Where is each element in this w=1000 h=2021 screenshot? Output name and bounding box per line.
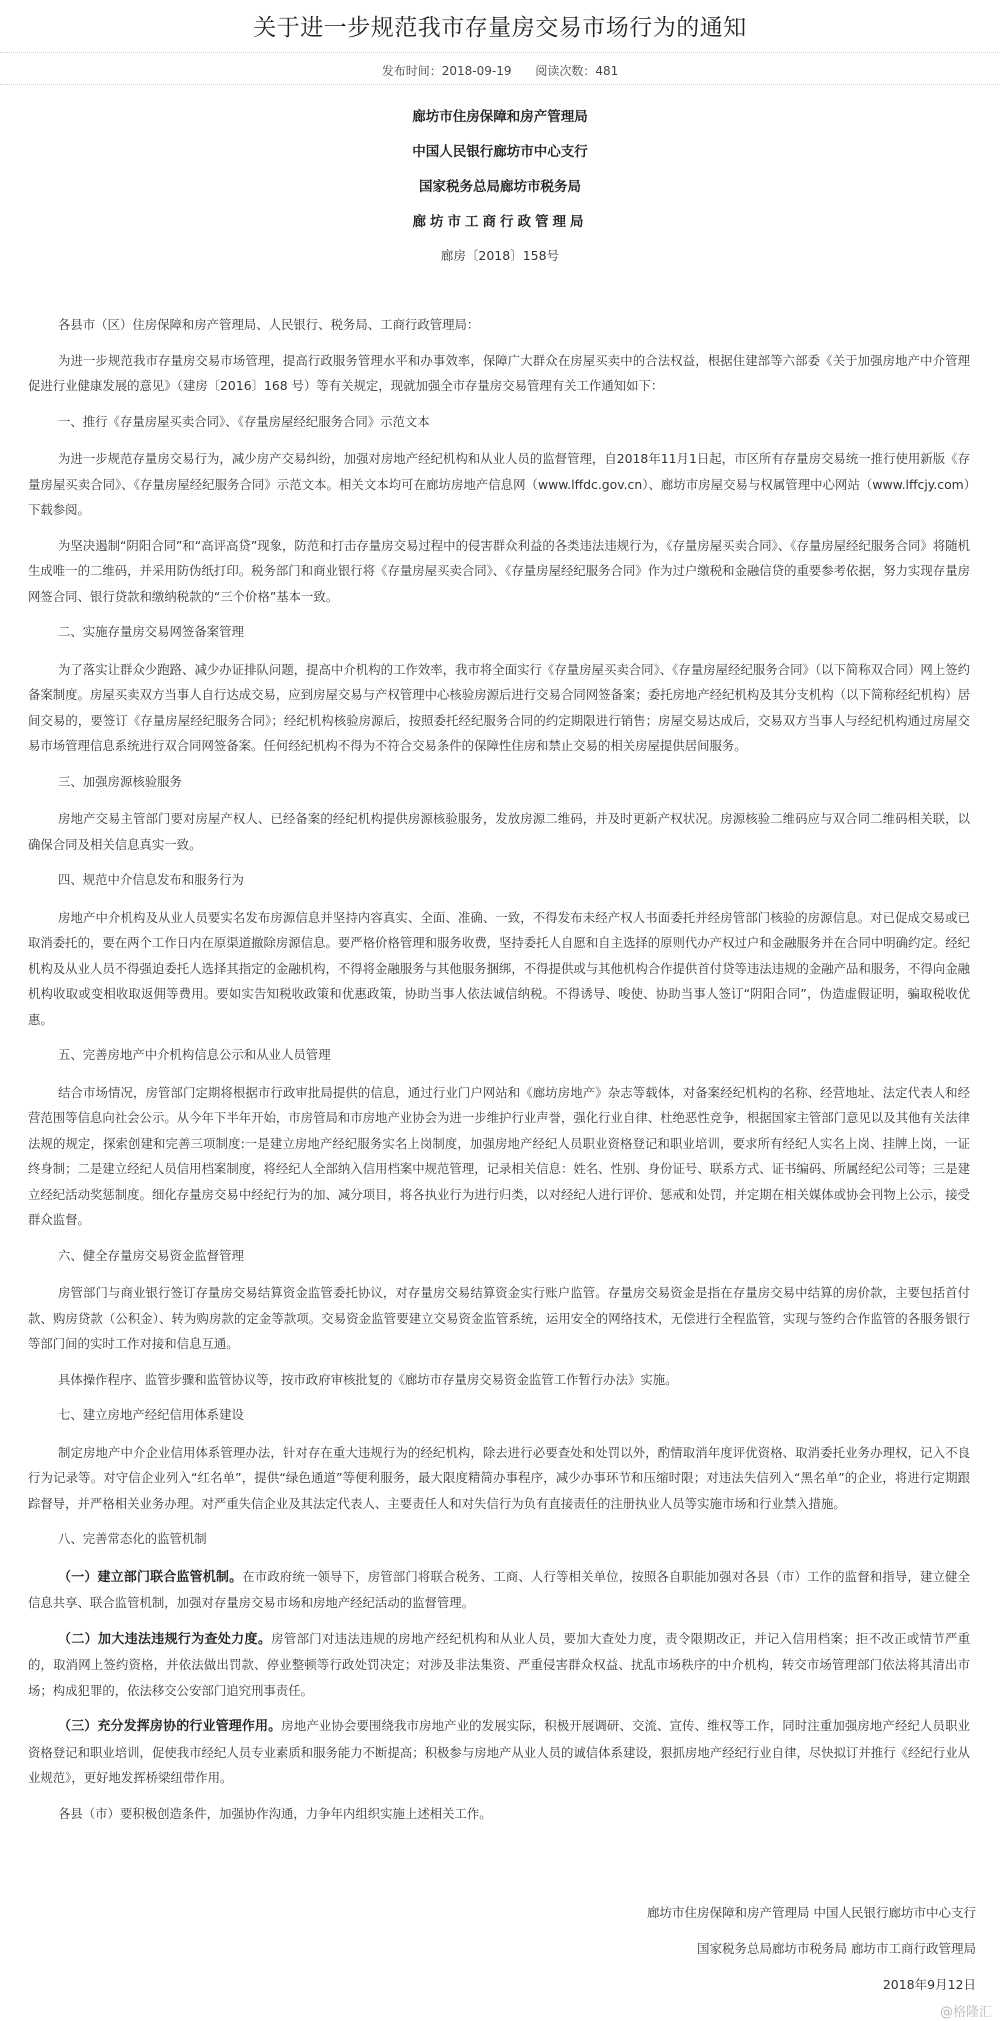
- section-4-paragraph: 房地产中介机构及从业人员要实名发布房源信息并坚持内容真实、全面、准确、一致，不得发布未经产权人书面委托并经房管部门核验的房源信息。对已促成交易或已取消委托的，要在两个工作日内在原渠道撤除房源信息。要严格价格管理和服务收费，坚持委托人自愿和自主选择的原则代办产权过户和金融服务并在合同中明确约定。经纪机构及从业人员不得强迫委托人选择其指定的金融机构，不得将金融服务与其他服务捆绑，不得提供或与其他机构合作提供首付贷等违法违规的金融产品和服务，不得向金融机构收取或变相收取返佣等费用。要如实告知税收政策和优惠政策，协助当事人依法诚信纳税。不得诱导、唆使、协助当事人签订“阴阳合同”，伪造虚假证明，骗取税收优惠。: [28, 909, 970, 1027]
- signature-date: 2018年9月12日: [882, 1977, 976, 1992]
- signature-line-2: 国家税务总局廊坊市税务局 廊坊市工商行政管理局: [697, 1941, 976, 1956]
- section-5-heading: 五、完善房地产中介机构信息公示和从业人员管理: [58, 1047, 331, 1062]
- section-4-heading: 四、规范中介信息发布和服务行为: [58, 872, 244, 887]
- document-number: 廊房〔2018〕158号: [440, 248, 560, 263]
- section-6-paragraph: 具体操作程序、监管步骤和监管协议等，按市政府审核批复的《廊坊市存量房交易资金监管工作暂行办法》实施。: [58, 1371, 678, 1387]
- subsection-1-title: （一）建立部门联合监管机制。: [58, 1569, 243, 1585]
- signature-line-1: 廊坊市住房保障和房产管理局 中国人民银行廊坊市中心支行: [647, 1905, 976, 1920]
- subsection-3-title: （三）充分发挥房协的行业管理作用。: [58, 1719, 282, 1734]
- section-5-paragraph: 结合市场情况，房管部门定期将根据市行政审批局提供的信息，通过行业门户网站和《廊坊房地产》杂志等载体，对备案经纪机构的名称、经营地址、法定代表人和经营范围等信息向社会公示。从今年下半年开始，市房管局和市房地产业协会为进一步维护行业声誉，强化行业自律、杜绝恶性竞争，根据国家主管部门意见以及其他有关法律法规的规定，探索创建和完善三项制度:一是建立房地产经纪服务实名上岗制度，加强房地产经纪人员职业资格登记和职业培训，要求所有经纪人实名上岗、挂牌上岗，一证终身制；二是建立经纪人员信用档案制度，将经纪人全部纳入信用档案中规范管理，记录相关信息：姓名、性别、身份证号、联系方式、证书编码、所属经纪公司等；三是建立经纪活动奖惩制度。细化存量房交易中经纪行为的加、减分项目，将各执业行为进行归类，以对经纪人进行评价、惩戒和处罚，并定期在相关媒体或协会刊物上公示，接受群众监督。: [28, 1084, 970, 1227]
- watermark: @格隆汇: [939, 2005, 992, 2020]
- salutation: 各县市（区）住房保障和房产管理局、人民银行、税务局、工商行政管理局：: [58, 317, 480, 332]
- section-1-paragraph: 为进一步规范存量房交易行为，减少房产交易纠纷，加强对房地产经纪机构和从业人员的监督管理，自2018年11月1日起，市区所有存量房交易统一推行使用新版《存量房屋买卖合同》、《存量房屋经纪服务合同》示范文本。相关文本均可在廊坊房地产信息网（www.lffdc.gov.cn）、廊坊市房屋交易与权属管理中心网站（www.lffcjy.com）下载参阅。: [28, 451, 970, 517]
- article-meta: [0, 60, 1000, 82]
- divider-top: [0, 52, 1000, 53]
- issuer-pboc-branch: 中国人民银行廊坊市中心支行: [412, 144, 588, 160]
- article-title: 关于进一步规范我市存量房交易市场行为的通知: [253, 15, 747, 41]
- section-2-heading: 二、实施存量房交易网签备案管理: [58, 624, 244, 639]
- publish-time: 发布时间：2018-09-19: [381, 64, 512, 78]
- section-8-subsection-2: [28, 1626, 970, 1704]
- subsection-1-text: 在市政府统一领导下，房管部门将联合税务、工商、人行等相关单位，按照各自职能加强对各县（市）工作的监督和指导，建立健全信息共享、联合监管机制，加强对存量房交易市场和房地产经纪活动的监督管理。: [28, 1568, 970, 1610]
- article-body: [28, 312, 970, 1836]
- issuer-housing-bureau: 廊坊市住房保障和房产管理局: [412, 109, 588, 125]
- section-6-paragraph: 房管部门与商业银行签订存量房交易结算资金监管委托协议，对存量房交易结算资金实行账户监管。存量房交易资金是指在存量房交易中结算的房价款，主要包括首付款、购房贷款（公积金）、转为购房款的定金等款项。交易资金监管要建立交易资金监管系统，运用安全的网络技术，无偿进行全程监管，实现与签约合作监管的各服务银行等部门间的实时工作对接和信息互通。: [28, 1285, 970, 1351]
- section-7-heading: 七、建立房地产经纪信用体系建设: [58, 1407, 244, 1422]
- subsection-2-text: 房管部门对违法违规的房地产经纪机构和从业人员，要加大查处力度，责令限期改正，并记入信用档案；拒不改正或情节严重的，取消网上签约资格，并依法做出罚款、停业整顿等行政处罚决定；对涉及非法集资、严重侵害群众权益、扰乱市场秩序的中介机构，转交市场管理部门依法将其清出市场；构成犯罪的，依法移交公安部门追究刑事责任。: [28, 1630, 970, 1698]
- intro-paragraph: 为进一步规范我市存量房交易市场管理，提高行政服务管理水平和办事效率，保障广大群众在房屋买卖中的合法权益，根据住建部等六部委《关于加强房地产中介管理促进行业健康发展的意见》（建房〔2016〕168 号）等有关规定，现就加强全市存量房交易管理有关工作通知如下：: [28, 352, 970, 393]
- issuer-block: [0, 100, 1000, 272]
- section-1-paragraph: 为坚决遏制“阴阳合同”和“高评高贷”现象，防范和打击存量房交易过程中的侵害群众利益的各类违法违规行为，《存量房屋买卖合同》、《存量房屋经纪服务合同》将随机生成唯一的二维码，并采用防伪纸打印。税务部门和商业银行将《存量房屋买卖合同》、《存量房屋经纪服务合同》作为过户缴税和金融信贷的重要参考依据，努力实现存量房网签合同、银行贷款和缴纳税款的“三个价格”基本一致。: [28, 537, 970, 604]
- subsection-3-text: 房地产业协会要围绕我市房地产业的发展实际，积极开展调研、交流、宣传、维权等工作，同时注重加强房地产经纪人员职业资格登记和职业培训，促使我市经纪人员专业素质和服务能力不断提高；积极参与房地产从业人员的诚信体系建设，狠抓房地产经纪行业自律，尽快拟订并推行《经纪行业从业规范》，更好地发挥桥梁纽带作用。: [28, 1718, 970, 1785]
- subsection-2-title: （二）加大违法违规行为查处力度。: [58, 1631, 272, 1647]
- issuer-commerce-bureau: 廊坊市工商行政管理局: [412, 214, 588, 230]
- issuer-tax-bureau: 国家税务总局廊坊市税务局: [419, 179, 581, 195]
- section-8-heading: 八、完善常态化的监管机制: [58, 1531, 207, 1546]
- section-1-heading: 一、推行《存量房屋买卖合同》、《存量房屋经纪服务合同》示范文本: [58, 413, 430, 429]
- section-7-paragraph: 制定房地产中介企业信用体系管理办法，针对存在重大违规行为的经纪机构，除去进行必要查处和处罚以外，酌情取消年度评优资格、取消委托业务办理权，记入不良行为记录等。对守信企业列入“红名单”，提供“绿色通道”等便利服务，最大限度精简办事程序，减少办事环节和压缩时限；对违法失信列入“黑名单”的企业，将进行定期跟踪督导，并严格相关业务办理。对严重失信企业及其法定代表人、主要责任人和对失信行为负有直接责任的注册执业人员等实施市场和行业禁入措施。: [28, 1444, 970, 1511]
- section-2-paragraph: 为了落实让群众少跑路、减少办证排队问题，提高中介机构的工作效率，我市将全面实行《存量房屋买卖合同》、《存量房屋经纪服务合同》（以下简称双合同）网上签约备案制度。房屋买卖双方当事人自行达成交易，应到房屋交易与产权管理中心核验房源后进行交易合同网签备案；委托房地产经纪机构及其分支机构（以下简称经纪机构）居间交易的，要签订《存量房屋经纪服务合同》；经纪机构核验房源后，按照委托经纪服务合同的约定期限进行销售；房屋交易达成后，交易双方当事人与经纪机构通过房屋交易市场管理信息系统进行双合同网签备案。任何经纪机构不得为不符合交易条件的保障性住房和禁止交易的相关房屋提供居间服务。: [28, 661, 970, 753]
- view-count: 阅读次数：481: [535, 64, 619, 78]
- section-3-heading: 三、加强房源核验服务: [58, 773, 182, 789]
- section-8-subsection-3: [28, 1713, 970, 1791]
- section-8-subsection-1: [28, 1564, 970, 1616]
- divider-bottom: [0, 84, 1000, 85]
- section-3-paragraph: 房地产交易主管部门要对房屋产权人、已经备案的经纪机构提供房源核验服务，发放房源二维码，并及时更新产权状况。房源核验二维码应与双合同二维码相关联，以确保合同及相关信息真实一致。: [28, 811, 970, 852]
- section-6-heading: 六、健全存量房交易资金监督管理: [58, 1247, 244, 1263]
- closing-paragraph: 各县（市）要积极创造条件，加强协作沟通，力争年内组织实施上述相关工作。: [58, 1805, 492, 1821]
